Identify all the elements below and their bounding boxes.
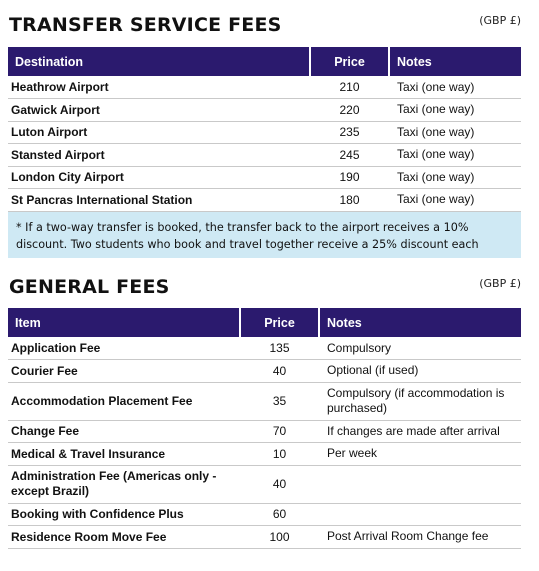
price-cell: 40 <box>240 360 319 383</box>
notes-cell: Taxi (one way) <box>389 189 521 212</box>
notes-cell: Taxi (one way) <box>389 99 521 122</box>
general-table-body <box>8 337 521 548</box>
notes-cell <box>319 465 521 503</box>
table-row <box>8 337 521 360</box>
header-notes: Notes <box>319 308 521 337</box>
transfer-table-body <box>8 76 521 211</box>
item-cell: Administration Fee (Americas only - except Brazil) <box>8 465 240 503</box>
price-cell: 10 <box>240 443 319 466</box>
price-cell: 190 <box>310 166 389 189</box>
notes-cell: Per week <box>319 443 521 466</box>
general-section-title: GENERAL FEES <box>9 276 170 298</box>
item-cell: Residence Room Move Fee <box>8 526 240 549</box>
header-destination: Destination <box>8 47 310 76</box>
notes-cell: Taxi (one way) <box>389 76 521 99</box>
table-row <box>8 420 521 443</box>
item-cell: Courier Fee <box>8 360 240 383</box>
price-cell: 180 <box>310 189 389 212</box>
price-cell: 60 <box>240 503 319 526</box>
table-row <box>8 76 521 99</box>
notes-cell: Taxi (one way) <box>389 166 521 189</box>
table-row <box>8 443 521 466</box>
header-price: Price <box>240 308 319 337</box>
general-fees-table <box>8 308 521 549</box>
price-cell: 70 <box>240 420 319 443</box>
general-currency-label: (GBP £) <box>479 277 521 290</box>
price-cell: 220 <box>310 99 389 122</box>
table-row <box>8 99 521 122</box>
table-row <box>8 503 521 526</box>
notes-cell: Post Arrival Room Change fee <box>319 526 521 549</box>
table-header-row <box>8 47 521 76</box>
header-notes: Notes <box>389 47 521 76</box>
price-cell: 40 <box>240 465 319 503</box>
item-cell: Accommodation Placement Fee <box>8 382 240 420</box>
price-cell: 210 <box>310 76 389 99</box>
transfer-currency-label: (GBP £) <box>479 14 521 27</box>
item-cell: Change Fee <box>8 420 240 443</box>
header-price: Price <box>310 47 389 76</box>
transfer-fees-table <box>8 47 521 212</box>
transfer-section-title: TRANSFER SERVICE FEES <box>9 14 282 36</box>
notes-cell: If changes are made after arrival <box>319 420 521 443</box>
notes-cell: Compulsory (if accommodation is purchased) <box>319 382 521 420</box>
notes-cell: Taxi (one way) <box>389 121 521 144</box>
table-row <box>8 360 521 383</box>
price-cell: 235 <box>310 121 389 144</box>
table-row <box>8 465 521 503</box>
price-cell: 135 <box>240 337 319 360</box>
header-item: Item <box>8 308 240 337</box>
destination-cell: Luton Airport <box>8 121 310 144</box>
destination-cell: Stansted Airport <box>8 144 310 167</box>
price-cell: 245 <box>310 144 389 167</box>
table-row <box>8 144 521 167</box>
destination-cell: Gatwick Airport <box>8 99 310 122</box>
table-header-row <box>8 308 521 337</box>
table-row <box>8 121 521 144</box>
table-row <box>8 189 521 212</box>
item-cell: Application Fee <box>8 337 240 360</box>
item-cell: Booking with Confidence Plus <box>8 503 240 526</box>
destination-cell: St Pancras International Station <box>8 189 310 212</box>
notes-cell: Optional (if used) <box>319 360 521 383</box>
table-row <box>8 382 521 420</box>
price-cell: 35 <box>240 382 319 420</box>
transfer-footnote: * If a two-way transfer is booked, the transfer back to the airport receives a 10% discount. Two students who book and travel together receive a 25% discount each <box>8 212 521 258</box>
table-row <box>8 526 521 549</box>
notes-cell: Taxi (one way) <box>389 144 521 167</box>
destination-cell: Heathrow Airport <box>8 76 310 99</box>
notes-cell: Compulsory <box>319 337 521 360</box>
item-cell: Medical & Travel Insurance <box>8 443 240 466</box>
notes-cell <box>319 503 521 526</box>
destination-cell: London City Airport <box>8 166 310 189</box>
table-row <box>8 166 521 189</box>
price-cell: 100 <box>240 526 319 549</box>
